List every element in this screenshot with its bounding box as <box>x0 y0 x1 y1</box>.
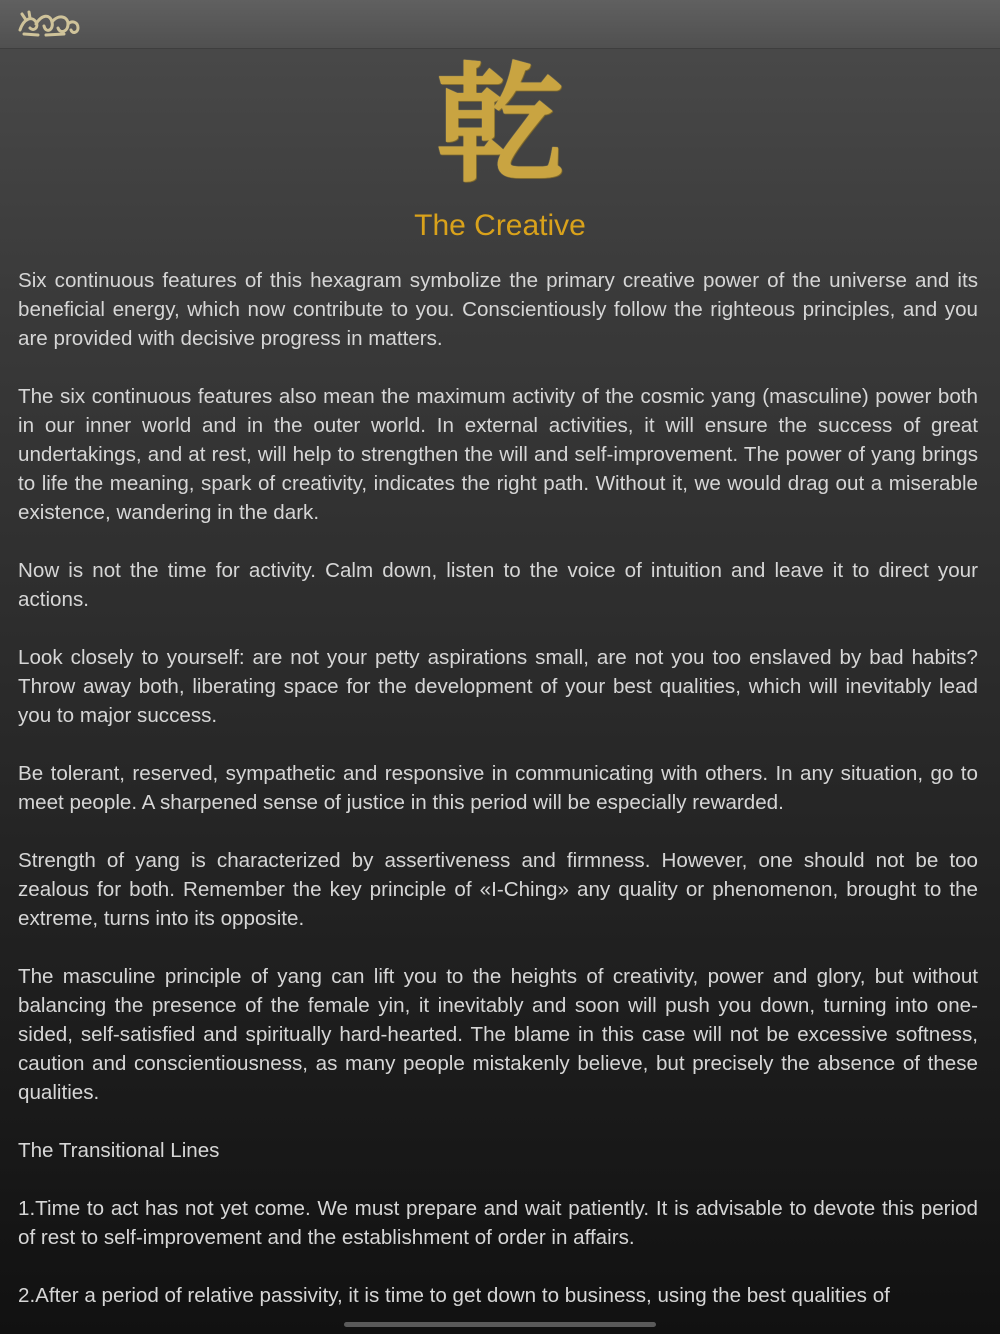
paragraph: Look closely to yourself: are not your petty aspirations small, are not you too enslaved by bad habits? Throw away both, liberating space for the development of your best qualities, which will inevitably lead you to major success. <box>18 646 978 727</box>
paragraph: Be tolerant, reserved, sympathetic and responsive in communicating with others. In any situation, go to meet people. A sharpened sense of justice in this period will be especially rewarded. <box>18 762 978 814</box>
hexagram-title: The Creative <box>414 209 586 242</box>
hexagram-glyph: 乾 <box>435 50 564 200</box>
paragraph: The masculine principle of yang can lift you to the heights of creativity, power and glory, but without balancing the presence of the female yin, it inevitably and soon will push you down, turning into one-sided, self-satisfied and spiritually hard-hearted. The blame in this case will not be excessive softness, caution and conscientiousness, as many people mistakenly believe, but precisely the absence of these qualities. <box>18 965 978 1104</box>
section-heading-transitional-lines: The Transitional Lines <box>18 1139 220 1162</box>
transitional-line-1: 1.Time to act has not yet come. We must prepare and wait patiently. It is advisable to devote this period of rest to self-improvement and the establishment of order in affairs. <box>18 1197 978 1249</box>
paragraph: Strength of yang is characterized by assertiveness and firmness. However, one should not be too zealous for both. Remember the key principle of «I-Ching» any quality or phenomenon, brought to the extreme, turns into its opposite. <box>18 849 978 930</box>
back-button[interactable] <box>16 8 82 40</box>
paragraph: Now is not the time for activity. Calm down, listen to the voice of intuition and leave it to direct your actions. <box>18 559 978 611</box>
home-indicator[interactable] <box>344 1322 656 1327</box>
top-navigation-bar <box>0 0 1000 49</box>
transitional-line-2: 2.After a period of relative passivity, it is time to get down to business, using the best qualities of <box>18 1284 890 1307</box>
paragraph: The six continuous features also mean the maximum activity of the cosmic yang (masculine) power both in our inner world and in the outer world. In external activities, it will ensure the success of great undertakings, and at rest, will help to strengthen the will and self-improvement. The power of yang brings to life the meaning, spark of creativity, indicates the right path. Without it, we would drag out a miserable existence, wandering in the dark. <box>18 385 978 524</box>
interpretation-text <box>18 266 978 1334</box>
paragraph: Six continuous features of this hexagram symbolize the primary creative power of the universe and its beneficial energy, which now contribute to you. Conscientiously follow the righteous principles, and you are provided with decisive progress in matters. <box>18 269 978 350</box>
dragon-logo-icon <box>16 8 82 40</box>
